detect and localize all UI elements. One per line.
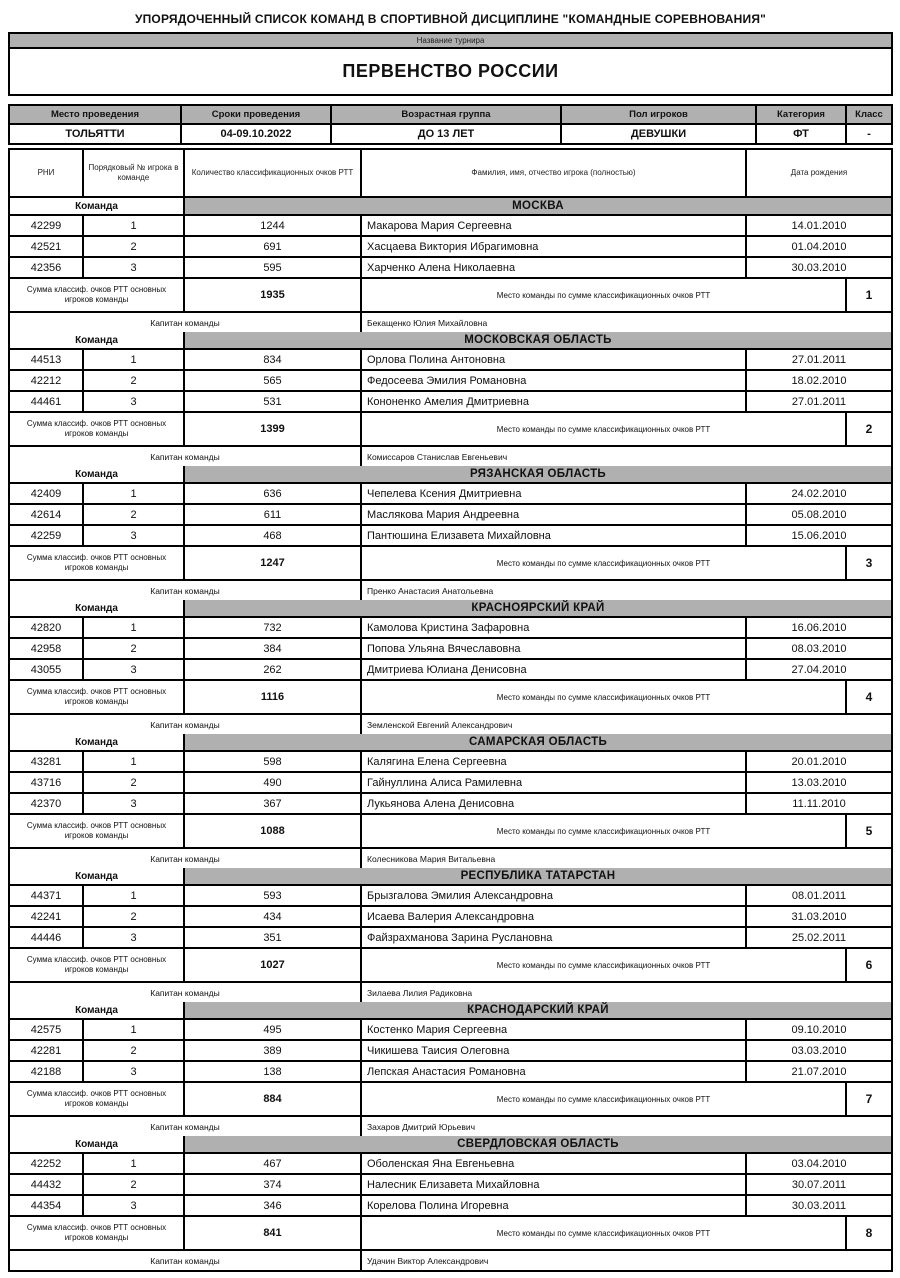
team-label: Команда — [10, 1136, 185, 1152]
team-place-value: 5 — [865, 824, 873, 838]
player-rni: 42409 — [10, 484, 84, 503]
column-header-points: Количество классификационных очков РТТ — [185, 150, 362, 196]
info-value-dates: 04-09.10.2022 — [182, 125, 332, 143]
team-header-row — [10, 868, 891, 886]
team-place-value: 4 — [865, 690, 873, 704]
player-full-name: Пантюшина Елизавета Михайловна — [362, 526, 747, 545]
player-number: 1 — [84, 1020, 185, 1039]
player-points: 374 — [185, 1175, 362, 1194]
sum-points-label: Сумма классиф. очков РТТ основных игроков команды — [10, 1217, 185, 1249]
captain-name: Зилаева Лилия Радиковна — [367, 987, 473, 998]
sum-points-value: 1027 — [185, 949, 362, 981]
info-header-category: Категория — [757, 106, 847, 123]
player-row — [10, 216, 891, 237]
info-value-place: ТОЛЬЯТТИ — [10, 125, 182, 143]
player-rni: 42252 — [10, 1154, 84, 1173]
player-full-name: Корелова Полина Игоревна — [362, 1196, 747, 1215]
sum-points-value: 1088 — [185, 815, 362, 847]
team-block — [10, 466, 891, 600]
player-points: 732 — [185, 618, 362, 637]
sum-points-value: 1116 — [185, 681, 362, 713]
team-name: САМАРСКАЯ ОБЛАСТЬ — [185, 734, 891, 750]
team-place-label: Место команды по сумме классификационных очков РТТ — [362, 413, 847, 445]
player-full-name: Оболенская Яна Евгеньевна — [362, 1154, 747, 1173]
player-full-name: Налесник Елизавета Михайловна — [362, 1175, 747, 1194]
player-full-name: Орлова Полина Антоновна — [362, 350, 747, 369]
captain-name: Бекащенко Юлия Михайловна — [367, 317, 488, 328]
player-dob: 18.02.2010 — [791, 374, 847, 387]
sum-points-value: 841 — [185, 1217, 362, 1249]
player-number: 1 — [84, 752, 185, 771]
team-block — [10, 198, 891, 332]
player-dob: 20.01.2010 — [791, 755, 847, 768]
player-full-name: Харченко Алена Николаевна — [362, 258, 747, 277]
player-dob: 25.02.2011 — [791, 931, 847, 944]
player-points: 351 — [185, 928, 362, 947]
sum-points-label: Сумма классиф. очков РТТ основных игроков команды — [10, 547, 185, 579]
team-label: Команда — [10, 734, 185, 750]
player-row — [10, 660, 891, 681]
player-points: 636 — [185, 484, 362, 503]
captain-label: Капитан команды — [10, 983, 362, 1002]
team-captain-row — [10, 849, 891, 868]
player-number: 3 — [84, 1062, 185, 1081]
player-row — [10, 371, 891, 392]
team-place-value: 1 — [865, 288, 873, 302]
player-dob: 27.01.2011 — [791, 395, 847, 408]
player-row — [10, 886, 891, 907]
player-row — [10, 1020, 891, 1041]
player-rni: 43281 — [10, 752, 84, 771]
player-row — [10, 1175, 891, 1196]
player-rni: 44354 — [10, 1196, 84, 1215]
player-dob: 30.03.2010 — [791, 261, 847, 274]
player-number: 1 — [84, 216, 185, 235]
player-points: 490 — [185, 773, 362, 792]
player-number: 2 — [84, 371, 185, 390]
sum-points-label: Сумма классиф. очков РТТ основных игроков команды — [10, 279, 185, 311]
player-rni: 44513 — [10, 350, 84, 369]
team-captain-row — [10, 983, 891, 1002]
captain-name: Земленской Евгений Александрович — [367, 719, 513, 730]
player-dob: 31.03.2010 — [791, 910, 847, 923]
player-points: 1244 — [185, 216, 362, 235]
player-row — [10, 484, 891, 505]
team-captain-row — [10, 715, 891, 734]
player-dob: 01.04.2010 — [791, 240, 847, 253]
team-place-label: Место команды по сумме классификационных очков РТТ — [362, 681, 847, 713]
player-rni: 44446 — [10, 928, 84, 947]
player-full-name: Попова Ульяна Вячеславовна — [362, 639, 747, 658]
player-points: 389 — [185, 1041, 362, 1060]
player-rni: 42188 — [10, 1062, 84, 1081]
team-name: РЕСПУБЛИКА ТАТАРСТАН — [185, 868, 891, 884]
table-header-row — [10, 150, 891, 198]
player-number: 3 — [84, 660, 185, 679]
captain-name: Удачин Виктор Александрович — [367, 1255, 489, 1266]
player-rni: 42356 — [10, 258, 84, 277]
player-dob: 15.06.2010 — [791, 529, 847, 542]
player-number: 2 — [84, 505, 185, 524]
team-name: МОСКВА — [185, 198, 891, 214]
tournament-name: ПЕРВЕНСТВО РОССИИ — [342, 61, 559, 81]
player-rni: 42241 — [10, 907, 84, 926]
player-full-name: Федосеева Эмилия Романовна — [362, 371, 747, 390]
player-points: 834 — [185, 350, 362, 369]
team-header-row — [10, 600, 891, 618]
captain-name: Комиссаров Станислав Евгеньевич — [367, 451, 508, 462]
document-page — [8, 12, 893, 1272]
column-header-dob: Дата рождения — [790, 168, 848, 177]
player-points: 138 — [185, 1062, 362, 1081]
team-block — [10, 600, 891, 734]
info-value-class: - — [867, 128, 871, 140]
player-full-name: Дмитриева Юлиана Денисовна — [362, 660, 747, 679]
document-title: УПОРЯДОЧЕННЫЙ СПИСОК КОМАНД В СПОРТИВНОЙ ДИСЦИПЛИНЕ "КОМАНДНЫЕ СОРЕВНОВАНИЯ" — [134, 12, 767, 26]
player-rni: 43716 — [10, 773, 84, 792]
player-number: 3 — [84, 794, 185, 813]
team-captain-row — [10, 447, 891, 466]
player-points: 598 — [185, 752, 362, 771]
player-dob: 03.03.2010 — [791, 1044, 847, 1057]
player-number: 1 — [84, 484, 185, 503]
player-row — [10, 752, 891, 773]
player-number: 2 — [84, 773, 185, 792]
captain-label: Капитан команды — [10, 581, 362, 600]
player-dob: 24.02.2010 — [791, 487, 847, 500]
player-number: 2 — [84, 1175, 185, 1194]
player-dob: 30.07.2011 — [791, 1178, 847, 1191]
team-place-label: Место команды по сумме классификационных очков РТТ — [362, 815, 847, 847]
player-row — [10, 773, 891, 794]
sum-points-value: 1399 — [185, 413, 362, 445]
team-captain-row — [10, 1117, 891, 1136]
player-row — [10, 794, 891, 815]
team-header-row — [10, 1136, 891, 1154]
player-points: 593 — [185, 886, 362, 905]
player-dob: 03.04.2010 — [791, 1157, 847, 1170]
player-number: 3 — [84, 258, 185, 277]
info-value-gender: ДЕВУШКИ — [562, 125, 757, 143]
player-row — [10, 618, 891, 639]
captain-label: Капитан команды — [10, 1251, 362, 1270]
team-captain-row — [10, 1251, 891, 1270]
team-summary-row — [10, 815, 891, 849]
captain-label: Капитан команды — [10, 447, 362, 466]
player-dob: 13.03.2010 — [791, 776, 847, 789]
sum-points-label: Сумма классиф. очков РТТ основных игроков команды — [10, 815, 185, 847]
player-full-name: Лукьянова Алена Денисовна — [362, 794, 747, 813]
team-header-row — [10, 1002, 891, 1020]
team-place-label: Место команды по сумме классификационных очков РТТ — [362, 949, 847, 981]
team-header-row — [10, 198, 891, 216]
player-points: 468 — [185, 526, 362, 545]
captain-label: Капитан команды — [10, 313, 362, 332]
player-full-name: Чикишева Таисия Олеговна — [362, 1041, 747, 1060]
team-block — [10, 332, 891, 466]
team-captain-row — [10, 581, 891, 600]
player-number: 2 — [84, 639, 185, 658]
player-row — [10, 258, 891, 279]
column-header-number: Порядковый № игрока в команде — [84, 150, 185, 196]
info-header-dates: Сроки проведения — [182, 106, 332, 123]
player-dob: 30.03.2011 — [791, 1199, 847, 1212]
info-header-gender: Пол игроков — [562, 106, 757, 123]
sum-points-label: Сумма классиф. очков РТТ основных игроков команды — [10, 681, 185, 713]
player-number: 3 — [84, 928, 185, 947]
player-row — [10, 392, 891, 413]
player-dob: 21.07.2010 — [791, 1065, 847, 1078]
player-dob: 05.08.2010 — [791, 508, 847, 521]
team-summary-row — [10, 949, 891, 983]
player-rni: 42958 — [10, 639, 84, 658]
player-points: 367 — [185, 794, 362, 813]
player-row — [10, 639, 891, 660]
player-points: 495 — [185, 1020, 362, 1039]
player-points: 691 — [185, 237, 362, 256]
sum-points-value: 884 — [185, 1083, 362, 1115]
info-value-row — [10, 125, 891, 143]
captain-label: Капитан команды — [10, 849, 362, 868]
captain-label: Капитан команды — [10, 1117, 362, 1136]
player-full-name: Исаева Валерия Александровна — [362, 907, 747, 926]
tournament-name-label: Название турнира — [10, 34, 891, 49]
team-name: СВЕРДЛОВСКАЯ ОБЛАСТЬ — [185, 1136, 891, 1152]
team-block — [10, 1136, 891, 1270]
team-summary-row — [10, 1083, 891, 1117]
team-header-row — [10, 734, 891, 752]
player-rni: 42575 — [10, 1020, 84, 1039]
info-header-class: Класс — [847, 106, 891, 123]
player-points: 531 — [185, 392, 362, 411]
player-points: 384 — [185, 639, 362, 658]
player-dob: 11.11.2010 — [792, 797, 846, 810]
player-dob: 09.10.2010 — [791, 1023, 847, 1036]
sum-points-value: 1247 — [185, 547, 362, 579]
player-number: 1 — [84, 350, 185, 369]
player-full-name: Камолова Кристина Зафаровна — [362, 618, 747, 637]
info-header-place: Место проведения — [10, 106, 182, 123]
player-rni: 42820 — [10, 618, 84, 637]
player-full-name: Чепелева Ксения Дмитриевна — [362, 484, 747, 503]
team-summary-row — [10, 279, 891, 313]
tournament-name-box — [8, 32, 893, 96]
player-dob: 14.01.2010 — [791, 219, 847, 232]
player-row — [10, 1154, 891, 1175]
sum-points-label: Сумма классиф. очков РТТ основных игроков команды — [10, 1083, 185, 1115]
column-header-full-name: Фамилия, имя, отчество игрока (полностью) — [362, 150, 747, 196]
player-number: 3 — [84, 392, 185, 411]
player-full-name: Хасцаева Виктория Ибрагимовна — [362, 237, 747, 256]
team-place-value: 3 — [865, 556, 873, 570]
player-dob: 27.04.2010 — [791, 663, 847, 676]
team-summary-row — [10, 547, 891, 581]
info-header-age-group: Возрастная группа — [332, 106, 562, 123]
player-points: 346 — [185, 1196, 362, 1215]
column-header-rni: РНИ — [10, 150, 84, 196]
player-points: 467 — [185, 1154, 362, 1173]
team-captain-row — [10, 313, 891, 332]
team-place-label: Место команды по сумме классификационных очков РТТ — [362, 279, 847, 311]
player-rni: 42521 — [10, 237, 84, 256]
player-full-name: Гайнуллина Алиса Рамилевна — [362, 773, 747, 792]
team-header-row — [10, 466, 891, 484]
captain-name: Колесникова Мария Витальевна — [367, 853, 496, 864]
player-number: 1 — [84, 886, 185, 905]
team-summary-row — [10, 681, 891, 715]
player-row — [10, 928, 891, 949]
team-label: Команда — [10, 466, 185, 482]
player-dob: 27.01.2011 — [791, 353, 847, 366]
player-full-name: Калягина Елена Сергеевна — [362, 752, 747, 771]
team-label: Команда — [10, 332, 185, 348]
player-full-name: Файзрахманова Зарина Руслановна — [362, 928, 747, 947]
player-number: 2 — [84, 237, 185, 256]
captain-label: Капитан команды — [10, 715, 362, 734]
player-row — [10, 505, 891, 526]
player-points: 565 — [185, 371, 362, 390]
player-row — [10, 1062, 891, 1083]
team-label: Команда — [10, 600, 185, 616]
team-block — [10, 1002, 891, 1136]
team-header-row — [10, 332, 891, 350]
player-rni: 44371 — [10, 886, 84, 905]
player-row — [10, 1196, 891, 1217]
team-place-value: 7 — [865, 1092, 873, 1106]
player-dob: 08.03.2010 — [791, 642, 847, 655]
team-place-label: Место команды по сумме классификационных очков РТТ — [362, 547, 847, 579]
teams-container — [10, 198, 891, 1270]
team-label: Команда — [10, 1002, 185, 1018]
player-row — [10, 907, 891, 928]
captain-name: Захаров Дмитрий Юрьевич — [367, 1121, 476, 1132]
player-points: 262 — [185, 660, 362, 679]
player-rni: 42259 — [10, 526, 84, 545]
team-block — [10, 868, 891, 1002]
player-rni: 44461 — [10, 392, 84, 411]
player-full-name: Брызгалова Эмилия Александровна — [362, 886, 747, 905]
player-number: 3 — [84, 1196, 185, 1215]
player-number: 1 — [84, 618, 185, 637]
player-full-name: Макарова Мария Сергеевна — [362, 216, 747, 235]
sum-points-value: 1935 — [185, 279, 362, 311]
team-block — [10, 734, 891, 868]
player-rni: 43055 — [10, 660, 84, 679]
player-dob: 08.01.2011 — [791, 889, 847, 902]
team-place-label: Место команды по сумме классификационных очков РТТ — [362, 1083, 847, 1115]
player-number: 1 — [84, 1154, 185, 1173]
player-row — [10, 237, 891, 258]
team-label: Команда — [10, 868, 185, 884]
tournament-info-table — [8, 104, 893, 145]
info-header-row — [10, 106, 891, 125]
player-rni: 42299 — [10, 216, 84, 235]
player-full-name: Лепская Анастасия Романовна — [362, 1062, 747, 1081]
team-name: РЯЗАНСКАЯ ОБЛАСТЬ — [185, 466, 891, 482]
team-label: Команда — [10, 198, 185, 214]
captain-name: Пренко Анастасия Анатольевна — [367, 585, 494, 596]
teams-table — [8, 148, 893, 1272]
player-row — [10, 350, 891, 371]
team-name: КРАСНОДАРСКИЙ КРАЙ — [185, 1002, 891, 1018]
player-full-name: Костенко Мария Сергеевна — [362, 1020, 747, 1039]
team-place-value: 6 — [865, 958, 873, 972]
player-number: 2 — [84, 1041, 185, 1060]
player-rni: 42614 — [10, 505, 84, 524]
team-name: КРАСНОЯРСКИЙ КРАЙ — [185, 600, 891, 616]
team-name: МОСКОВСКАЯ ОБЛАСТЬ — [185, 332, 891, 348]
team-place-value: 2 — [865, 422, 873, 436]
player-full-name: Маслякова Мария Андреевна — [362, 505, 747, 524]
player-row — [10, 1041, 891, 1062]
player-points: 434 — [185, 907, 362, 926]
info-value-age-group: ДО 13 ЛЕТ — [332, 125, 562, 143]
team-place-label: Место команды по сумме классификационных очков РТТ — [362, 1217, 847, 1249]
player-rni: 42370 — [10, 794, 84, 813]
player-number: 3 — [84, 526, 185, 545]
player-dob: 16.06.2010 — [791, 621, 847, 634]
player-points: 595 — [185, 258, 362, 277]
info-value-category: ФТ — [757, 125, 847, 143]
sum-points-label: Сумма классиф. очков РТТ основных игроков команды — [10, 413, 185, 445]
team-summary-row — [10, 1217, 891, 1251]
player-rni: 44432 — [10, 1175, 84, 1194]
player-row — [10, 526, 891, 547]
player-full-name: Кононенко Амелия Дмитриевна — [362, 392, 747, 411]
player-number: 2 — [84, 907, 185, 926]
player-rni: 42281 — [10, 1041, 84, 1060]
team-place-value: 8 — [865, 1226, 873, 1240]
player-points: 611 — [185, 505, 362, 524]
sum-points-label: Сумма классиф. очков РТТ основных игроков команды — [10, 949, 185, 981]
team-summary-row — [10, 413, 891, 447]
player-rni: 42212 — [10, 371, 84, 390]
